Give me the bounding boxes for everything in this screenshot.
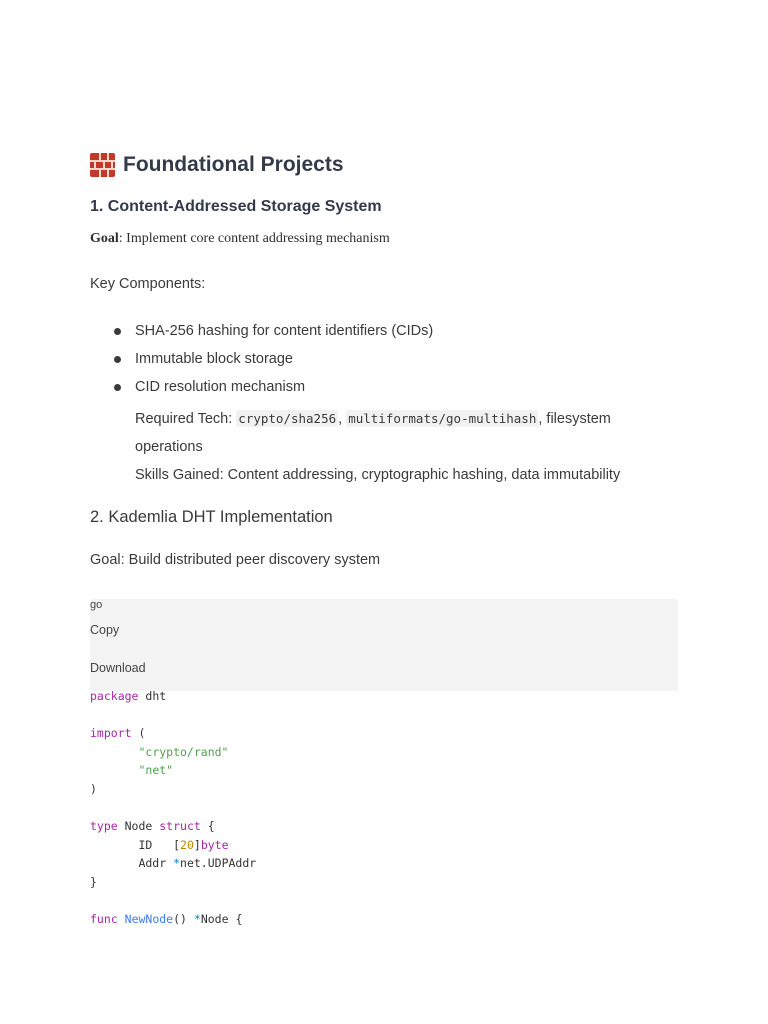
list-item-text: CID resolution mechanism [135,379,306,395]
code-line [90,689,166,703]
inline-code: multiformats/go-multihash [348,411,537,426]
list-item [90,377,678,405]
required-tech-rest: , filesystem operations [135,411,611,455]
bullet-icon [114,356,121,363]
code-token: import [90,726,132,741]
code-token [118,912,125,926]
code-token [90,763,138,777]
code-token: () [173,912,194,927]
code-token: ) [90,781,97,796]
code-token: * [173,856,181,871]
download-button[interactable]: Download [90,661,146,675]
required-tech-label: Required Tech: [135,411,237,427]
code-token: ] [193,837,201,852]
code-token: * [193,912,201,927]
inline-code: crypto/sha256 [238,411,337,426]
section-title: Foundational Projects [123,153,344,176]
required-tech [135,405,655,461]
code-line [90,838,229,852]
list-item-text: Immutable block storage [135,351,293,367]
skills-gained: Skills Gained: Content addressing, cryptographic hashing, data immutability [135,467,621,483]
code-token: Node [117,819,160,834]
required-tech-separator: , [338,411,347,427]
code-token [90,745,138,759]
goal-text: : Implement core content addressing mechanism [118,231,390,246]
bullet-icon [114,384,121,391]
code-token: ( [131,726,146,741]
bullet-icon [114,328,121,335]
code-language-label: go [90,599,103,611]
brick-icon [90,153,115,177]
code-block-header [90,599,678,691]
code-line [90,875,97,889]
code-token: Addr [90,856,174,871]
code-token: "net" [138,763,174,778]
code-token: net.UDPAddr [180,856,257,871]
code-line [90,726,145,740]
code-token: func [90,912,118,927]
list-item-text: SHA-256 hashing for content identifiers (CIDs) [135,323,434,339]
key-components-label: Key Components: [90,276,206,292]
code-token: Node { [200,912,243,927]
code-token: dht [138,689,167,703]
code-token: { [200,819,215,834]
code-line [90,856,256,870]
list-item [90,321,678,349]
project-1-goal [90,231,390,247]
code-line [90,782,97,796]
code-token: NewNode [124,912,174,927]
goal-label: Goal [90,231,119,246]
code-token: "crypto/rand" [138,744,229,759]
code-token: struct [159,819,201,834]
section-heading [90,153,344,177]
code-token: type [90,819,118,834]
list-item [90,349,678,377]
code-token: package [90,689,139,703]
code-line [90,763,173,777]
code-line [90,819,215,833]
project-2-title: 2. Kademlia DHT Implementation [90,508,333,526]
project-1-title: 1. Content-Addressed Storage System [90,198,382,215]
code-block [90,687,256,929]
project-2-goal: Goal: Build distributed peer discovery system [90,552,381,568]
components-list [90,321,678,405]
code-token: 20 [180,837,194,852]
code-token: byte [200,837,229,852]
code-line [90,912,242,926]
code-token: ID [ [90,837,181,852]
code-token: } [90,874,97,889]
code-line [90,745,228,759]
copy-button[interactable]: Copy [90,623,120,637]
